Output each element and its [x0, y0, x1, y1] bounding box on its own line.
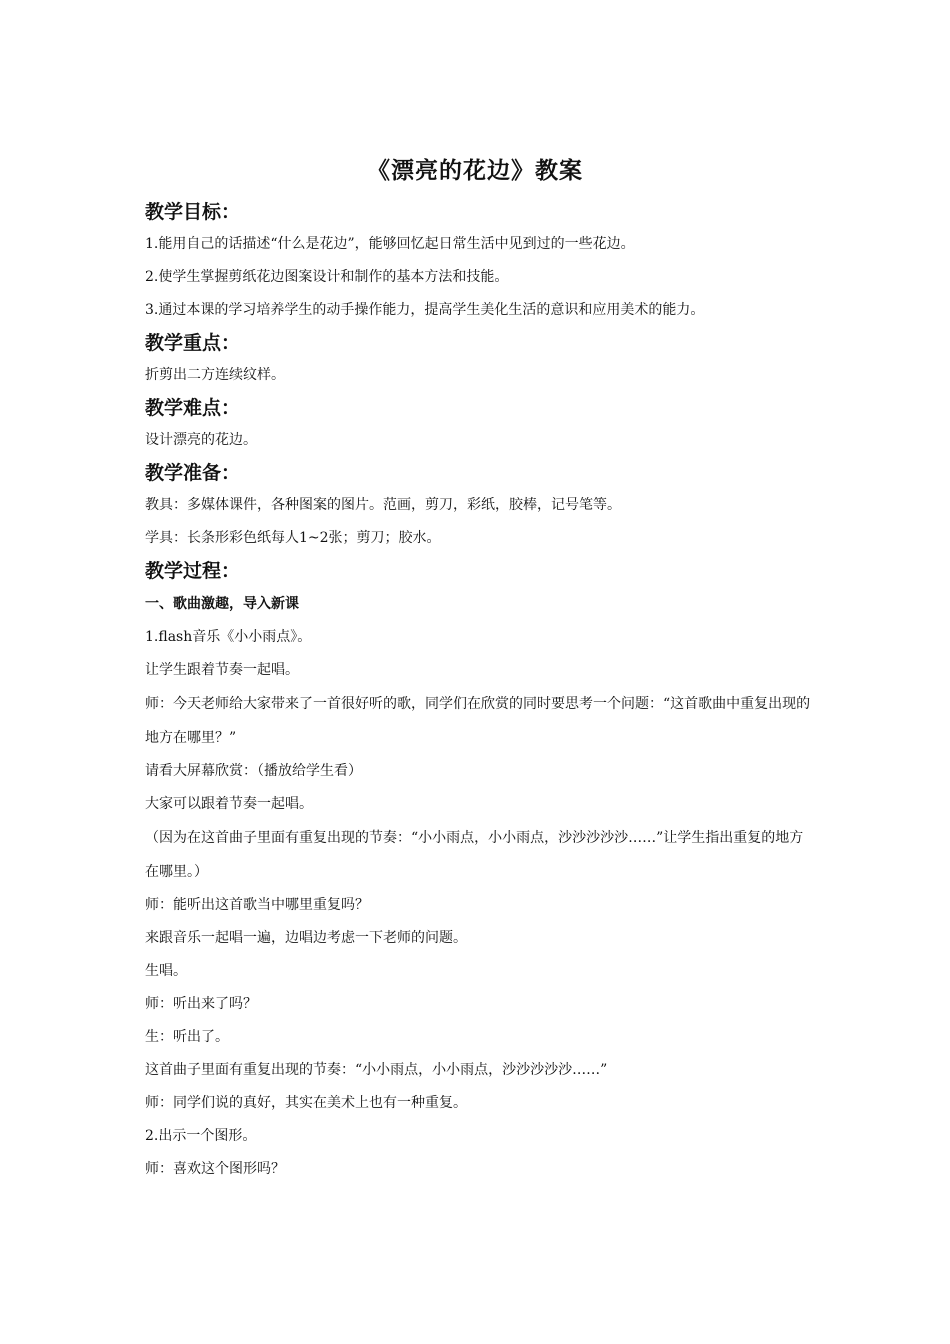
- document-body: [145, 196, 817, 1186]
- process-line: 2.出示一个图形。: [145, 1128, 257, 1144]
- process-line: 来跟音乐一起唱一遍，边唱边考虑一下老师的问题。: [145, 930, 467, 946]
- process-line: 1.flash音乐《小小雨点》。: [145, 629, 312, 645]
- process-line: 请看大屏幕欣赏：（播放给学生看）: [145, 763, 362, 779]
- difficulty-heading: 教学难点：: [145, 397, 241, 419]
- process-line: （因为在这首曲子里面有重复出现的节奏：“小小雨点，小小雨点，沙沙沙沙沙……”让学生指出重复的地方在哪里。）: [145, 830, 804, 880]
- process-heading: 教学过程：: [145, 560, 241, 582]
- process-line: 这首曲子里面有重复出现的节奏：“小小雨点，小小雨点，沙沙沙沙沙……”: [145, 1062, 608, 1078]
- key-point-heading: 教学重点：: [145, 332, 241, 354]
- goal-item: 1.能用自己的话描述“什么是花边”，能够回忆起日常生活中见到过的一些花边。: [145, 236, 635, 252]
- process-line: 师：听出来了吗？: [145, 996, 257, 1012]
- goal-item: 2.使学生掌握剪纸花边图案设计和制作的基本方法和技能。: [145, 269, 509, 285]
- goal-item: 3.通过本课的学习培养学生的动手操作能力，提高学生美化生活的意识和应用美术的能力。: [145, 302, 705, 318]
- goals-heading: 教学目标：: [145, 201, 241, 223]
- preparation-item: 学具：长条形彩色纸每人1~2张；剪刀；胶水。: [145, 530, 441, 546]
- preparation-heading: 教学准备：: [145, 462, 241, 484]
- process-line: 师：能听出这首歌当中哪里重复吗？: [145, 897, 369, 913]
- process-line: 师：喜欢这个图形吗？: [145, 1161, 285, 1177]
- key-point-text: 折剪出二方连续纹样。: [145, 367, 285, 383]
- process-line: 让学生跟着节奏一起唱。: [145, 662, 299, 678]
- process-line: 师：同学们说的真好，其实在美术上也有一种重复。: [145, 1095, 467, 1111]
- preparation-item: 教具：多媒体课件，各种图案的图片。范画，剪刀，彩纸，胶棒，记号笔等。: [145, 497, 621, 513]
- process-subheading: 一、歌曲激趣，导入新课: [145, 596, 299, 612]
- process-line: 生唱。: [145, 963, 187, 979]
- document-title: 《漂亮的花边》教案: [367, 158, 583, 184]
- process-line: 大家可以跟着节奏一起唱。: [145, 796, 313, 812]
- process-line: 师：今天老师给大家带来了一首很好听的歌，同学们在欣赏的同时要思考一个问题：“这首歌曲中重复出现的地方在哪里？”: [145, 696, 811, 746]
- process-line: 生：听出了。: [145, 1029, 229, 1045]
- difficulty-text: 设计漂亮的花边。: [145, 432, 257, 448]
